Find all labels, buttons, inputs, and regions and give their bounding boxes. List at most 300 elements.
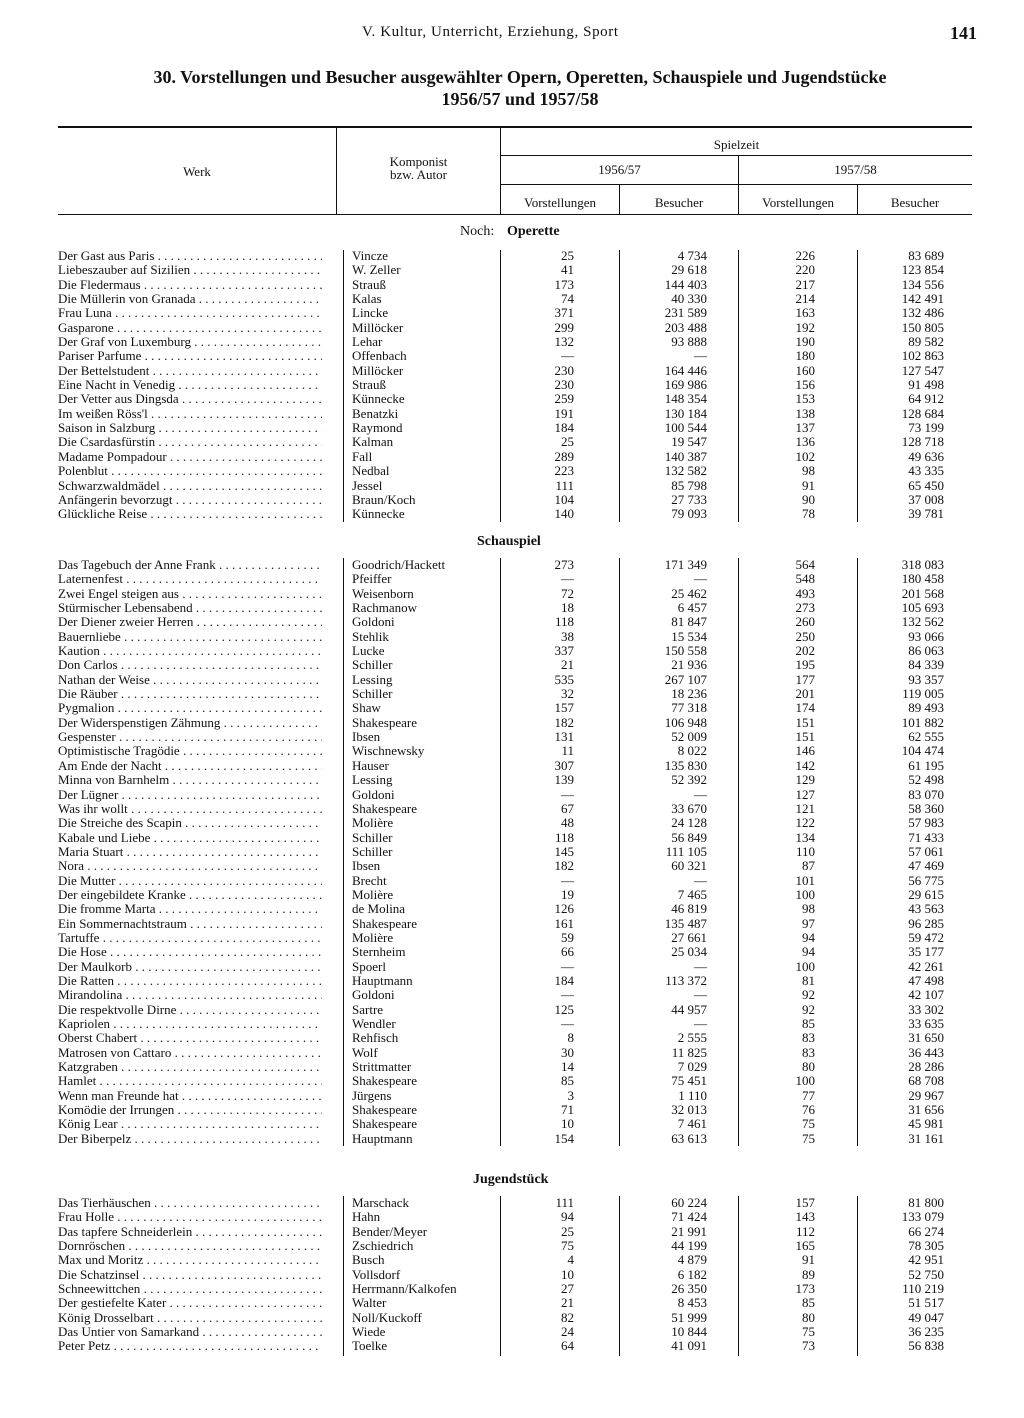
rows-jugendstueck	[0, 1196, 1024, 1354]
cell-werk: Die respektvolle Dirne . . .	[58, 1003, 322, 1017]
table-row	[0, 1089, 1024, 1103]
cell-werk: Der gestiefelte Kater . . .	[58, 1296, 322, 1310]
cell-besucher-1957: 47 498	[908, 972, 944, 988]
cell-vorstellungen-1956: 82	[561, 1309, 574, 1325]
cell-besucher-1957: 201 568	[901, 585, 944, 601]
table-row	[0, 278, 1024, 292]
cell-vorstellungen-1956: 131	[554, 729, 574, 745]
cell-besucher-1957: 133 079	[901, 1209, 944, 1225]
cell-vorstellungen-1957: 202	[795, 643, 815, 659]
col-vorstellungen-1: Vorstellungen	[524, 195, 596, 210]
cell-vorstellungen-1957: 122	[795, 815, 815, 831]
cell-werk: Die Streiche des Scapin . . .	[58, 816, 322, 830]
cell-besucher-1956: 203 488	[664, 319, 707, 335]
cell-besucher-1957: 102 863	[901, 348, 944, 364]
cell-vorstellungen-1956: 75	[561, 1238, 574, 1254]
cell-besucher-1956: 169 986	[664, 377, 707, 393]
cell-autor: Wischnewsky	[352, 743, 425, 759]
rows-schauspiel	[0, 558, 1024, 1146]
table-row	[0, 601, 1024, 615]
cell-vorstellungen-1956: 85	[561, 1073, 574, 1089]
cell-werk: Schwarzwaldmädel . . .	[58, 479, 322, 493]
cell-besucher-1957: 123 854	[901, 262, 944, 278]
cell-vorstellungen-1956: 11	[561, 743, 574, 759]
cell-werk: Die Müllerin von Granada . . .	[58, 292, 322, 306]
cell-vorstellungen-1956: 59	[561, 929, 574, 945]
cell-autor: Hahn	[352, 1209, 381, 1225]
cell-vorstellungen-1956: 182	[554, 714, 574, 730]
cell-werk: Optimistische Tragödie . . .	[58, 744, 322, 758]
cell-werk: Tartuffe . . .	[58, 931, 322, 945]
col-werk: Werk	[183, 164, 211, 179]
cell-autor: W. Zeller	[352, 262, 401, 278]
cell-vorstellungen-1956: 307	[554, 757, 574, 773]
cell-werk: Minna von Barnhelm . . .	[58, 773, 322, 787]
cell-vorstellungen-1957: 94	[802, 929, 815, 945]
cell-vorstellungen-1956: 125	[554, 1001, 574, 1017]
cell-autor: Stehlik	[352, 628, 389, 644]
cell-vorstellungen-1957: 192	[795, 319, 815, 335]
cell-werk: Nora . . .	[58, 859, 322, 873]
cell-werk: Das Tagebuch der Anne Frank . . .	[58, 558, 322, 572]
cell-besucher-1957: 51 517	[908, 1295, 944, 1311]
cell-autor: Vincze	[352, 248, 389, 263]
cell-autor: Strittmatter	[352, 1059, 412, 1075]
cell-autor: Künnecke	[352, 391, 405, 407]
season-rule	[500, 184, 972, 185]
table-title-line2: 1956/57 und 1957/58	[441, 89, 599, 109]
cell-besucher-1957: 49 636	[908, 448, 944, 464]
cell-besucher-1957: 45 981	[908, 1116, 944, 1132]
cell-besucher-1956: 46 819	[671, 901, 707, 917]
cell-werk: Ein Sommernachtstraum . . .	[58, 917, 322, 931]
cell-werk: Wenn man Freunde hat . . .	[58, 1089, 322, 1103]
cell-besucher-1956: 135 830	[664, 757, 707, 773]
table-row	[0, 407, 1024, 421]
cell-autor: Sternheim	[352, 944, 406, 960]
cell-werk: Polenblut . . .	[58, 464, 322, 478]
cell-autor: Shakespeare	[352, 1102, 417, 1118]
table-row	[0, 1060, 1024, 1074]
cell-besucher-1956: 81 847	[671, 614, 707, 630]
cell-vorstellungen-1957: 174	[795, 700, 815, 716]
cell-werk: Der Graf von Luxemburg . . .	[58, 335, 322, 349]
cell-werk: Maria Stuart . . .	[58, 845, 322, 859]
cell-vorstellungen-1956: 10	[561, 1266, 574, 1282]
table-row	[0, 493, 1024, 507]
cell-vorstellungen-1957: 110	[795, 843, 815, 859]
cell-besucher-1957: 128 684	[901, 405, 944, 421]
table-row	[0, 1210, 1024, 1224]
cell-vorstellungen-1956: 191	[554, 405, 574, 421]
cell-besucher-1956: 27 733	[671, 491, 707, 507]
cell-werk: Eine Nacht in Venedig . . .	[58, 378, 322, 392]
table-row	[0, 615, 1024, 629]
cell-autor: Lehar	[352, 334, 383, 350]
table-row	[0, 630, 1024, 644]
cell-werk: Das tapfere Schneiderlein . . .	[58, 1225, 322, 1239]
cell-besucher-1956: —	[694, 571, 707, 587]
cell-vorstellungen-1957: 260	[795, 614, 815, 630]
cell-besucher-1956: 8 453	[677, 1295, 707, 1311]
cell-autor: Brecht	[352, 872, 387, 888]
cell-besucher-1957: 59 472	[908, 929, 944, 945]
cell-autor: Toelke	[352, 1338, 388, 1354]
cell-besucher-1957: 29 967	[908, 1087, 944, 1103]
cell-besucher-1957: 49 047	[908, 1309, 944, 1325]
cell-vorstellungen-1956: 223	[554, 463, 574, 479]
cell-autor: Jessel	[352, 477, 383, 493]
table-row	[0, 1296, 1024, 1310]
cell-vorstellungen-1956: 182	[554, 858, 574, 874]
cell-besucher-1956: 44 957	[671, 1001, 707, 1017]
table-row	[0, 507, 1024, 521]
table-row	[0, 773, 1024, 787]
cell-werk: Anfängerin bevorzugt . . .	[58, 493, 322, 507]
cell-besucher-1956: —	[694, 1016, 707, 1031]
cell-werk: Frau Holle . . .	[58, 1210, 322, 1224]
cell-besucher-1956: 148 354	[664, 391, 707, 407]
cell-werk: Frau Luna . . .	[58, 306, 322, 320]
cell-vorstellungen-1956: —	[561, 571, 574, 587]
col-vorstellungen-2: Vorstellungen	[762, 195, 834, 210]
table-row	[0, 673, 1024, 687]
cell-werk: Max und Moritz . . .	[58, 1253, 322, 1267]
cell-autor: Raymond	[352, 420, 403, 436]
cell-autor: Walter	[352, 1295, 387, 1311]
cell-vorstellungen-1956: 48	[561, 815, 574, 831]
cell-werk: Schneewittchen . . .	[58, 1282, 322, 1296]
cell-werk: Oberst Chabert . . .	[58, 1031, 322, 1045]
col-season-1: 1956/57	[598, 162, 641, 177]
table-row	[0, 945, 1024, 959]
table-row	[0, 831, 1024, 845]
section-title: Schauspiel	[477, 534, 541, 549]
table-row	[0, 759, 1024, 773]
cell-autor: Lucke	[352, 643, 385, 659]
cell-werk: Zwei Engel steigen aus . . .	[58, 587, 322, 601]
cell-besucher-1957: 56 838	[908, 1338, 944, 1354]
cell-vorstellungen-1957: 548	[795, 571, 815, 587]
table-row	[0, 349, 1024, 363]
cell-vorstellungen-1957: 73	[802, 1338, 815, 1354]
table-row	[0, 1017, 1024, 1031]
cell-vorstellungen-1957: 85	[802, 1016, 815, 1031]
cell-besucher-1956: 93 888	[671, 334, 707, 350]
cell-vorstellungen-1956: 14	[561, 1059, 574, 1075]
cell-autor: Molière	[352, 815, 394, 831]
cell-autor: Shakespeare	[352, 714, 417, 730]
cell-werk: Der Diener zweier Herren . . .	[58, 615, 322, 629]
table-row	[0, 816, 1024, 830]
cell-werk: Das Tierhäuschen . . .	[58, 1196, 322, 1210]
cell-besucher-1956: 267 107	[664, 671, 707, 687]
cell-besucher-1956: 71 424	[671, 1209, 707, 1225]
cell-vorstellungen-1956: 27	[561, 1281, 574, 1297]
cell-autor: Kalas	[352, 291, 382, 307]
cell-vorstellungen-1956: 64	[561, 1338, 574, 1354]
cell-vorstellungen-1956: 10	[561, 1116, 574, 1132]
cell-autor: Kalman	[352, 434, 394, 450]
cell-besucher-1957: 43 563	[908, 901, 944, 917]
cell-vorstellungen-1957: 129	[795, 772, 815, 788]
table-row	[0, 1031, 1024, 1045]
cell-vorstellungen-1957: 80	[802, 1059, 815, 1075]
cell-vorstellungen-1957: 75	[802, 1130, 815, 1146]
cell-vorstellungen-1957: 180	[795, 348, 815, 364]
cell-vorstellungen-1957: 91	[802, 477, 815, 493]
cell-vorstellungen-1957: 142	[795, 757, 815, 773]
cell-autor: Herrmann/Kalkofen	[352, 1281, 457, 1297]
cell-besucher-1957: 89 582	[908, 334, 944, 350]
cell-vorstellungen-1957: 127	[795, 786, 815, 802]
table-row	[0, 960, 1024, 974]
cell-besucher-1956: —	[694, 958, 707, 974]
cell-vorstellungen-1956: 126	[554, 901, 574, 917]
cell-werk: Glückliche Reise . . .	[58, 507, 322, 521]
cell-besucher-1957: 33 302	[908, 1001, 944, 1017]
table-row	[0, 263, 1024, 277]
cell-besucher-1956: 29 618	[671, 262, 707, 278]
cell-autor: Strauß	[352, 276, 386, 292]
cell-besucher-1956: 7 465	[677, 886, 707, 902]
col-season-2: 1957/58	[834, 162, 877, 177]
cell-besucher-1957: 33 635	[908, 1016, 944, 1031]
cell-vorstellungen-1956: 535	[554, 671, 574, 687]
cell-besucher-1956: 77 318	[671, 700, 707, 716]
cell-vorstellungen-1957: 273	[795, 600, 815, 616]
cell-vorstellungen-1957: 250	[795, 628, 815, 644]
cell-autor: Zschiedrich	[352, 1238, 414, 1254]
cell-besucher-1957: 37 008	[908, 491, 944, 507]
cell-besucher-1956: 132 582	[664, 463, 707, 479]
cell-autor: Bender/Meyer	[352, 1223, 428, 1239]
cell-besucher-1957: 57 061	[908, 843, 944, 859]
col-autor-line2: bzw. Autor	[390, 167, 447, 182]
table-row	[0, 1132, 1024, 1146]
cell-besucher-1956: 231 589	[664, 305, 707, 321]
cell-vorstellungen-1956: 139	[554, 772, 574, 788]
cell-werk: König Lear . . .	[58, 1117, 322, 1131]
cell-besucher-1957: 47 469	[908, 858, 944, 874]
cell-besucher-1956: 32 013	[671, 1102, 707, 1118]
cell-besucher-1956: 85 798	[671, 477, 707, 493]
cell-vorstellungen-1957: 78	[802, 506, 815, 522]
cell-besucher-1956: 21 936	[671, 657, 707, 673]
cell-besucher-1957: 180 458	[901, 571, 944, 587]
cell-autor: Busch	[352, 1252, 385, 1268]
table-row	[0, 931, 1024, 945]
cell-vorstellungen-1957: 173	[795, 1281, 815, 1297]
table-row	[0, 902, 1024, 916]
cell-autor: Wolf	[352, 1044, 378, 1060]
cell-besucher-1957: 28 286	[908, 1059, 944, 1075]
cell-besucher-1956: 4 734	[677, 248, 707, 263]
table-row	[0, 321, 1024, 335]
cell-vorstellungen-1957: 80	[802, 1309, 815, 1325]
col-besucher-2: Besucher	[890, 195, 940, 210]
cell-besucher-1956: 4 879	[677, 1252, 707, 1268]
cell-besucher-1956: 33 670	[671, 800, 707, 816]
cell-vorstellungen-1956: 67	[561, 800, 574, 816]
table-row	[0, 716, 1024, 730]
cell-autor: Spoerl	[352, 958, 386, 974]
table-row	[0, 874, 1024, 888]
cell-besucher-1957: 110 219	[902, 1281, 944, 1297]
cell-autor: Millöcker	[352, 319, 404, 335]
cell-vorstellungen-1956: 273	[554, 557, 574, 572]
table-row	[0, 658, 1024, 672]
cell-vorstellungen-1956: —	[561, 958, 574, 974]
cell-vorstellungen-1957: 156	[795, 377, 815, 393]
cell-vorstellungen-1956: 111	[555, 477, 574, 493]
col-autor	[337, 155, 500, 181]
table-row	[0, 644, 1024, 658]
cell-besucher-1956: 113 372	[665, 972, 707, 988]
cell-besucher-1956: —	[694, 786, 707, 802]
cell-besucher-1957: 150 805	[901, 319, 944, 335]
cell-besucher-1956: 27 661	[671, 929, 707, 945]
cell-besucher-1956: 25 462	[671, 585, 707, 601]
table-row	[0, 1003, 1024, 1017]
cell-werk: Katzgraben . . .	[58, 1060, 322, 1074]
page-number: 141	[950, 23, 977, 43]
cell-vorstellungen-1956: 111	[555, 1195, 574, 1210]
cell-werk: Die Hose . . .	[58, 945, 322, 959]
cell-besucher-1956: 75 451	[671, 1073, 707, 1089]
section-title: Operette	[507, 224, 560, 239]
cell-werk: Dornröschen . . .	[58, 1239, 322, 1253]
cell-vorstellungen-1957: 85	[802, 1295, 815, 1311]
cell-werk: Matrosen von Cattaro . . .	[58, 1046, 322, 1060]
col-besucher-1: Besucher	[654, 195, 704, 210]
cell-werk: Saison in Salzburg . . .	[58, 421, 322, 435]
cell-werk: Der Gast aus Paris . . .	[58, 249, 322, 263]
cell-autor: Rehfisch	[352, 1030, 399, 1046]
cell-werk: Die Räuber . . .	[58, 687, 322, 701]
cell-vorstellungen-1956: —	[561, 348, 574, 364]
table-row	[0, 392, 1024, 406]
cell-vorstellungen-1957: 94	[802, 944, 815, 960]
col-autor-line1: Komponist	[389, 154, 448, 169]
cell-autor: Shakespeare	[352, 1073, 417, 1089]
cell-besucher-1957: 66 274	[908, 1223, 944, 1239]
cell-vorstellungen-1956: 140	[554, 506, 574, 522]
cell-vorstellungen-1956: 173	[554, 276, 574, 292]
cell-autor: Shaw	[352, 700, 381, 716]
cell-besucher-1957: 31 161	[908, 1130, 944, 1146]
table-row	[0, 1103, 1024, 1117]
cell-werk: Der Vetter aus Dingsda . . .	[58, 392, 322, 406]
cell-autor: Goldoni	[352, 987, 395, 1003]
table-row	[0, 917, 1024, 931]
table-row	[0, 802, 1024, 816]
cell-autor: Vollsdorf	[352, 1266, 401, 1282]
cell-vorstellungen-1956: 132	[554, 334, 574, 350]
cell-besucher-1956: 106 948	[664, 714, 707, 730]
cell-besucher-1956: —	[694, 348, 707, 364]
cell-besucher-1957: 29 615	[908, 886, 944, 902]
cell-autor: Weisenborn	[352, 585, 414, 601]
cell-autor: Nedbal	[352, 463, 390, 479]
cell-autor: Künnecke	[352, 506, 405, 522]
cell-vorstellungen-1957: 77	[802, 1087, 815, 1103]
cell-besucher-1957: 35 177	[908, 944, 944, 960]
cell-vorstellungen-1957: 143	[795, 1209, 815, 1225]
cell-vorstellungen-1956: 145	[554, 843, 574, 859]
cell-vorstellungen-1957: 134	[795, 829, 815, 845]
cell-autor: Goldoni	[352, 786, 395, 802]
cell-vorstellungen-1957: 138	[795, 405, 815, 421]
cell-vorstellungen-1957: 136	[795, 434, 815, 450]
cell-besucher-1957: 127 547	[901, 362, 944, 378]
table-row	[0, 292, 1024, 306]
cell-vorstellungen-1957: 100	[795, 958, 815, 974]
table-row	[0, 1339, 1024, 1353]
cell-werk: Der Bettelstudent . . .	[58, 364, 322, 378]
cell-autor: Schiller	[352, 686, 393, 702]
cell-werk: Was ihr wollt . . .	[58, 802, 322, 816]
cell-werk: Das Untier von Samarkand . . .	[58, 1325, 322, 1339]
table-row	[0, 572, 1024, 586]
cell-vorstellungen-1956: 259	[554, 391, 574, 407]
cell-autor: Lessing	[352, 772, 393, 788]
cell-autor: Rachmanow	[352, 600, 417, 616]
cell-besucher-1957: 96 285	[908, 915, 944, 931]
table-row	[0, 1046, 1024, 1060]
cell-autor: Ibsen	[352, 858, 381, 874]
cell-besucher-1957: 83 070	[908, 786, 944, 802]
cell-autor: Goodrich/Hackett	[352, 557, 446, 572]
cell-autor: Shakespeare	[352, 915, 417, 931]
cell-werk: Die Fledermaus . . .	[58, 278, 322, 292]
cell-vorstellungen-1956: 371	[554, 305, 574, 321]
cell-vorstellungen-1957: 81	[802, 972, 815, 988]
cell-vorstellungen-1957: 87	[802, 858, 815, 874]
cell-autor: Schiller	[352, 657, 393, 673]
table-row	[0, 464, 1024, 478]
cell-besucher-1956: 164 446	[664, 362, 707, 378]
cell-vorstellungen-1956: 19	[561, 886, 574, 902]
cell-vorstellungen-1956: 21	[561, 1295, 574, 1311]
cell-autor: Braun/Koch	[352, 491, 416, 507]
cell-besucher-1956: 63 613	[671, 1130, 707, 1146]
cell-besucher-1956: 52 009	[671, 729, 707, 745]
cell-vorstellungen-1956: 25	[561, 434, 574, 450]
cell-vorstellungen-1956: 184	[554, 420, 574, 436]
cell-werk: Die Csardasfürstin . . .	[58, 435, 322, 449]
cell-vorstellungen-1956: 230	[554, 362, 574, 378]
cell-autor: Noll/Kuckoff	[352, 1309, 422, 1325]
cell-besucher-1957: 42 107	[908, 987, 944, 1003]
cell-vorstellungen-1957: 90	[802, 491, 815, 507]
cell-werk: Am Ende der Nacht . . .	[58, 759, 322, 773]
cell-autor: Benatzki	[352, 405, 399, 421]
cell-besucher-1956: 6 457	[677, 600, 707, 616]
cell-werk: Kabale und Liebe . . .	[58, 831, 322, 845]
cell-vorstellungen-1956: 299	[554, 319, 574, 335]
cell-vorstellungen-1957: 101	[795, 872, 815, 888]
table-row	[0, 1253, 1024, 1267]
cell-besucher-1957: 43 335	[908, 463, 944, 479]
cell-werk: Pariser Parfume . . .	[58, 349, 322, 363]
cell-vorstellungen-1957: 83	[802, 1030, 815, 1046]
cell-autor: Millöcker	[352, 362, 404, 378]
cell-werk: Die Mutter . . .	[58, 874, 322, 888]
cell-besucher-1956: 56 849	[671, 829, 707, 845]
table-row	[0, 845, 1024, 859]
table-row	[0, 888, 1024, 902]
